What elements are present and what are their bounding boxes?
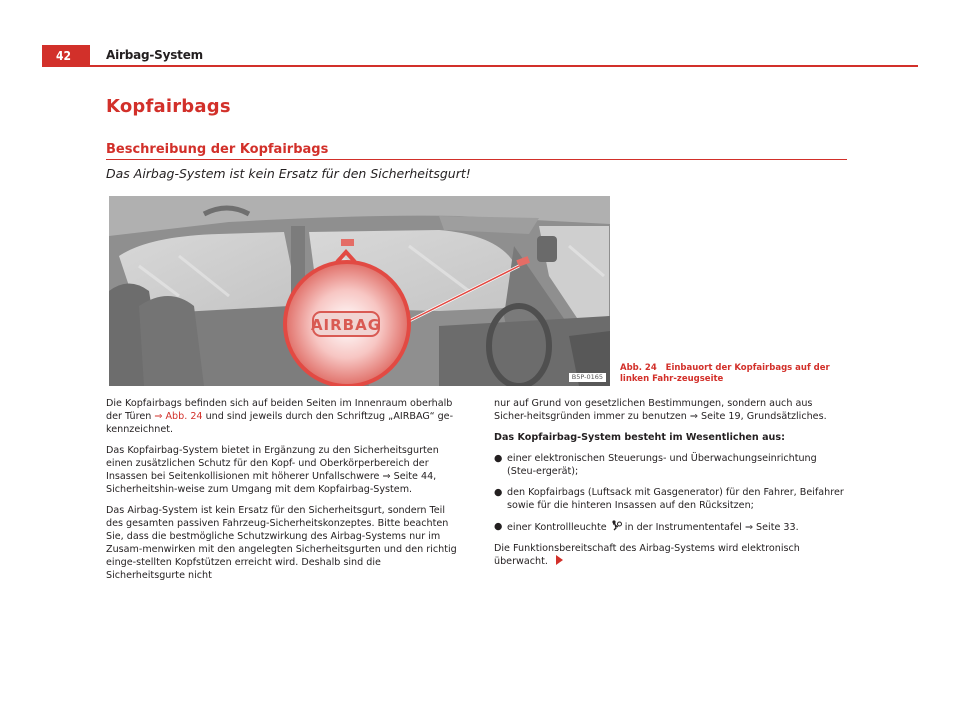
paragraph-text: und sind jeweils durch den Schriftzug „AIRBAG“ ge-kennzeichnet. — [106, 411, 454, 435]
list-item: ● einer Kontrollleuchte in der Instrumententafel ⇒ Seite 33. — [494, 521, 799, 533]
header-rule — [90, 65, 918, 67]
figure-link[interactable]: ⇒ Abb. 24 — [154, 411, 203, 422]
figure-code: B5P-0165 — [569, 373, 606, 382]
car-interior-illustration — [109, 196, 610, 386]
list-item: ● einer elektronischen Steuerungs- und Überwachungseinrichtung (Steu-ergerät); — [494, 453, 817, 477]
column-right — [494, 397, 848, 576]
lead-sentence: Das Airbag-System ist kein Ersatz für den Sicherheitsgurt! — [106, 166, 471, 181]
paragraph-text: Die Kopfairbags befinden sich auf beiden Seiten im Innenraum oberhalb der Türen — [106, 398, 453, 422]
continue-arrow-icon — [556, 555, 563, 565]
paragraph-legal: nur auf Grund von gesetzlichen Bestimmungen, sondern auch aus Sicher-heitsgründen immer zu benutzen ⇒ Seite 19, Grundsätzliches. — [494, 398, 827, 422]
page-number: 42 — [42, 45, 90, 67]
paragraph-seatbelt: Das Airbag-System ist kein Ersatz für den Sicherheitsgurt, sondern Teil des gesamten passiven Fahrzeug-Sicherheitskonzeptes. Bitte beachten Sie, dass die bestmögliche Schutzwirkung des Airbag-Systems nur im Zusam-menwirken mit den angelegten Sicherheitsgurten und den richtig einge-stellten Kopfstützen erreicht wird. Deshalb sind die Sicherheitsgurte nicht — [106, 505, 457, 581]
list-item: ● den Kopfairbags (Luftsack mit Gasgenerator) für den Fahrer, Beifahrer sowie für die hinteren Insassen auf den Rücksitzen; — [494, 487, 844, 511]
subheading-rule — [106, 159, 847, 160]
bullet-dot: ● — [494, 521, 503, 532]
paragraph-monitoring: Die Funktionsbereitschaft des Airbag-Systems wird elektronisch überwacht. — [494, 543, 800, 567]
bullet-dot: ● — [494, 487, 503, 498]
caption-ref: Abb. 24 — [620, 363, 657, 373]
section-title: Airbag-System — [106, 48, 203, 62]
page-header — [42, 45, 918, 67]
figure-head-airbag — [109, 196, 610, 386]
page-title: Kopfairbags — [106, 96, 231, 117]
column-left — [106, 397, 460, 590]
airbag-label: AIRBAG — [310, 316, 382, 334]
caption-text: Einbauort der Kopfairbags auf der linken Fahr-zeugseite — [620, 363, 830, 384]
figure-caption — [620, 363, 850, 385]
paragraph-protection: Das Kopfairbag-System bietet in Ergänzung zu den Sicherheitsgurten einen zusätzlichen Schutz für den Kopf- und Oberkörperbereich der Insassen bei Seitenkollisionen mit höherer Unfallschwere ⇒ Seite 44, Sicherheitshin-weise zum Umgang mit dem Kopfairbag-System. — [106, 445, 439, 495]
bullet-dot: ● — [494, 453, 503, 464]
airbag-warning-icon — [610, 520, 622, 531]
list-heading: Das Kopfairbag-System besteht im Wesentlichen aus: — [494, 432, 785, 443]
paragraph-location — [106, 397, 460, 436]
subheading: Beschreibung der Kopfairbags — [106, 142, 329, 157]
